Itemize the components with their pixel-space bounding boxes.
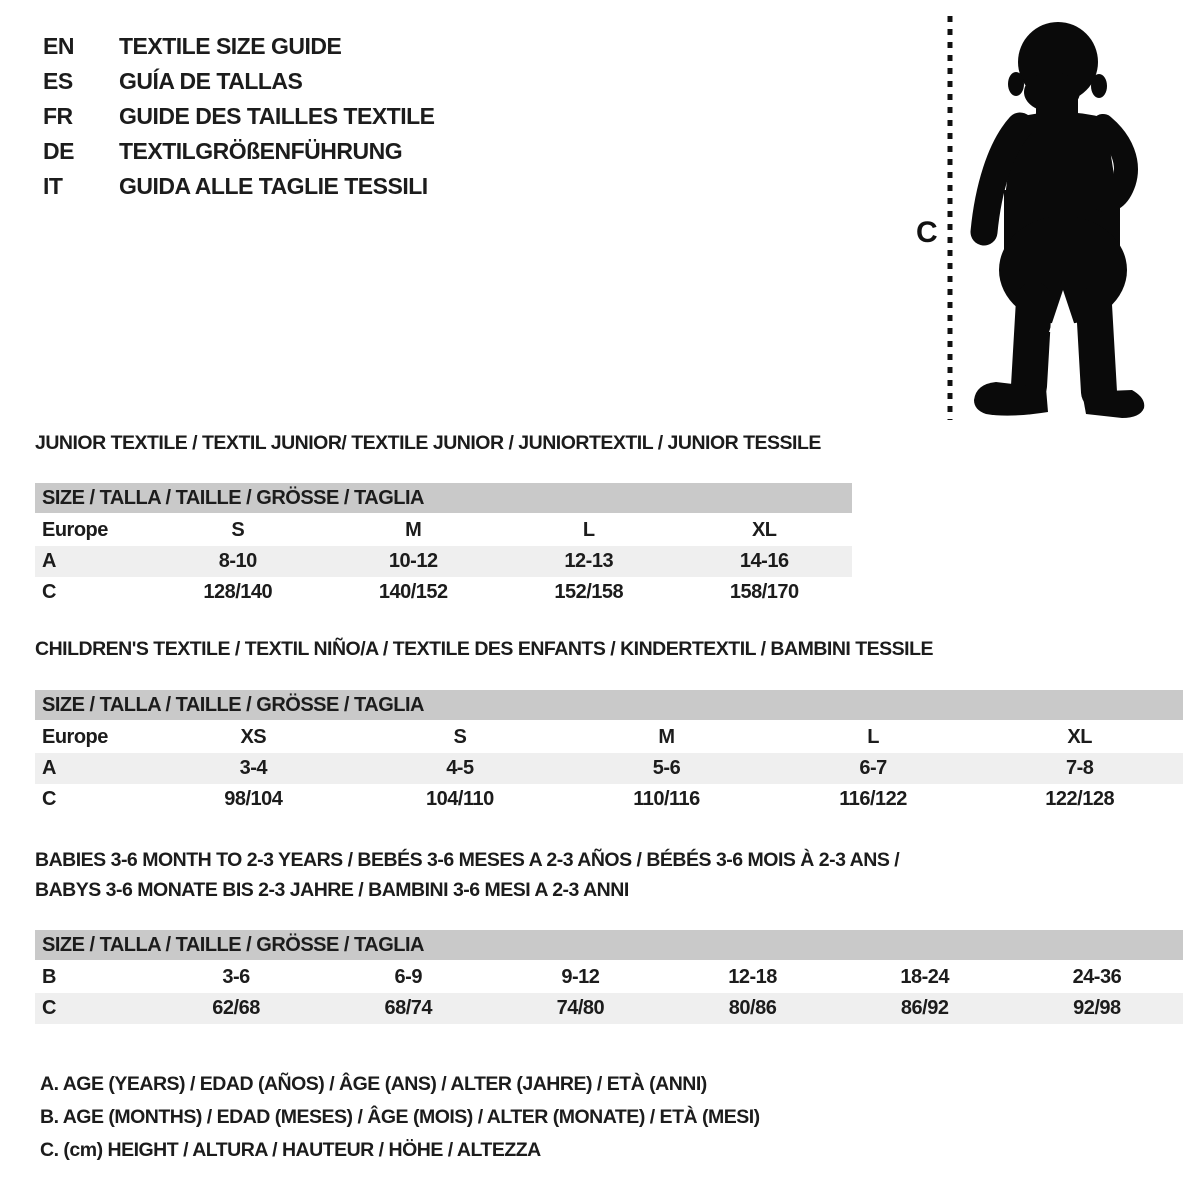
size-guide-figure [900,0,1200,430]
size-cell: S [231,519,245,541]
section-title: CHILDREN'S TEXTILE / TEXTIL NIÑO/A / TEXTILE DES ENFANTS / KINDERTEXTIL / BAMBINI TESSILE [35,638,934,660]
table-header: SIZE / TALLA / TAILLE / GRÖSSE / TAGLIA [35,690,1183,720]
language-title: GUÍA DE TALLAS [119,68,303,94]
size-cell: 9-12 [561,966,600,988]
toddler-silhouette-icon [974,22,1144,418]
size-cell: 4-5 [446,757,474,779]
junior-size-table [35,515,852,608]
size-cell: 24-36 [1072,966,1122,988]
size-cell: 7-8 [1065,757,1094,779]
section-title: JUNIOR TEXTILE / TEXTIL JUNIOR/ TEXTILE JUNIOR / JUNIORTEXTIL / JUNIOR TESSILE [35,432,821,454]
language-code: DE [43,138,74,164]
size-cell: 3-6 [222,966,250,988]
legend [40,1068,760,1167]
size-cell: 158/170 [729,581,799,603]
size-cell: 5-6 [652,757,681,779]
children-size-table [35,722,1183,815]
size-cell: 8-10 [218,550,257,572]
language-title-list [43,33,435,208]
height-measure-label: C [916,216,938,249]
size-cell: 12-18 [728,966,777,988]
language-code: FR [43,103,73,129]
size-cell: 3-4 [239,757,267,779]
size-cell: XS [240,726,267,748]
row-label: C [42,788,56,810]
section-title-line-2: BABYS 3-6 MONATE BIS 2-3 JAHRE / BAMBINI 3-6 MESI A 2-3 ANNI [35,879,629,901]
size-cell: 86/92 [900,997,949,1019]
table-row [35,577,852,608]
language-row [43,138,435,164]
size-cell: 110/116 [633,788,700,810]
size-cell: 14-16 [739,550,789,572]
table-row [35,722,1183,753]
size-cell: 12-13 [564,550,614,572]
section-junior-textile [35,431,852,608]
language-row [43,173,435,199]
size-cell: M [658,726,675,748]
language-title: GUIDE DES TAILLES TEXTILE [119,103,435,129]
language-title: GUIDA ALLE TAGLIE TESSILI [119,173,428,199]
table-row [35,784,1183,815]
table-header: SIZE / TALLA / TAILLE / GRÖSSE / TAGLIA [35,483,852,513]
row-label: A [42,550,56,572]
row-label: C [42,581,56,603]
section-children-textile [35,637,1183,815]
section-babies-textile [35,845,1183,1024]
table-row [35,962,1183,993]
size-cell: 62/68 [212,997,260,1019]
babies-size-table [35,962,1183,1024]
language-row [43,33,435,59]
size-cell: 140/152 [378,581,448,603]
size-cell: L [867,726,879,748]
language-code: ES [43,68,73,94]
size-cell: S [453,726,467,748]
table-row [35,753,1183,784]
table-row [35,546,852,577]
size-cell: 98/104 [224,788,283,810]
row-label: A [42,757,56,779]
size-cell: 92/98 [1073,997,1121,1019]
size-cell: 152/158 [554,581,624,603]
legend-line-a: A. AGE (YEARS) / EDAD (AÑOS) / ÂGE (ANS) / ALTER (JAHRE) / ETÀ (ANNI) [40,1073,707,1095]
size-cell: 68/74 [384,997,433,1019]
legend-line-c: C. (cm) HEIGHT / ALTURA / HAUTEUR / HÖHE / ALTEZZA [40,1139,541,1161]
size-cell: 10-12 [388,550,438,572]
language-row [43,68,435,94]
size-cell: 74/80 [556,997,605,1019]
size-cell: 6-9 [394,966,422,988]
size-cell: 128/140 [203,581,273,603]
size-cell: 116/122 [839,788,907,810]
table-row [35,515,852,546]
row-label: B [42,966,56,988]
size-cell: 80/86 [728,997,777,1019]
legend-line-b: B. AGE (MONTHS) / EDAD (MESES) / ÂGE (MOIS) / ALTER (MONATE) / ETÀ (MESI) [40,1106,760,1128]
language-code: EN [43,33,74,59]
size-cell: 122/128 [1045,788,1115,810]
language-code: IT [43,173,63,199]
row-label: C [42,997,56,1019]
language-title: TEXTILE SIZE GUIDE [119,33,342,59]
row-label: Europe [42,726,108,748]
table-header: SIZE / TALLA / TAILLE / GRÖSSE / TAGLIA [35,930,1183,960]
size-cell: 6-7 [859,757,887,779]
table-row [35,993,1183,1024]
size-cell: XL [751,519,777,541]
size-cell: L [582,519,595,541]
size-cell: M [405,519,422,541]
size-cell: 18-24 [900,966,950,988]
size-cell: 104/110 [426,788,494,810]
language-title: TEXTILGRÖßENFÜHRUNG [119,138,403,164]
section-title-line-1: BABIES 3-6 MONTH TO 2-3 YEARS / BEBÉS 3-6 MESES A 2-3 AÑOS / BÉBÉS 3-6 MOIS À 2-3 ANS / [35,849,900,871]
row-label: Europe [42,519,108,541]
language-row [43,103,435,129]
size-cell: XL [1067,726,1092,748]
